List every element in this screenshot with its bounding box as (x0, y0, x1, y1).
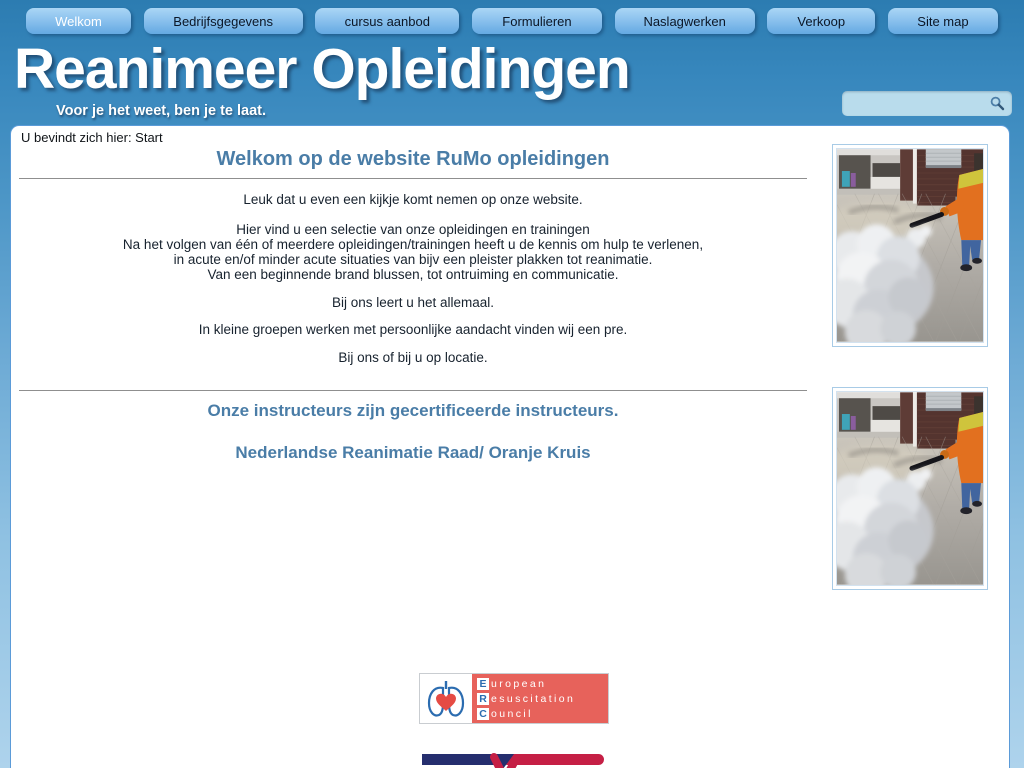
paragraph-line: Leuk dat u even een kijkje komt nemen op onze website. (243, 192, 583, 207)
paragraph-line: In kleine groepen werken met persoonlijke aandacht vinden wij een pre. (198, 322, 628, 337)
nav-tab-bedrijfsgegevens[interactable]: Bedrijfsgegevens (144, 8, 303, 34)
nrr-pulse-logo (422, 749, 604, 768)
page-title: Welkom op de website RuMo opleidingen (216, 148, 610, 170)
site-title: Reanimeer Opleidingen (14, 37, 630, 101)
certified-instructors-heading: Onze instructeurs zijn gecertificeerde instructeurs. (207, 401, 619, 420)
fire-extinguisher-training-scene (836, 391, 984, 586)
fire-extinguisher-training-photo-2 (832, 387, 988, 590)
paragraph-line: Bij ons leert u het allemaal. (331, 295, 495, 310)
location-paragraph (19, 350, 807, 365)
nav-tab-site-map[interactable]: Site map (888, 8, 998, 34)
paragraph-line: Hier vind u een selectie van onze opleidingen en trainingen (236, 222, 590, 237)
erc-word-rest: ouncil (491, 707, 533, 720)
search-input[interactable] (848, 91, 986, 116)
erc-logo (419, 673, 609, 724)
erc-logo-line (477, 677, 608, 690)
site-tagline: Voor je het weet, ben je te laat. (56, 103, 267, 119)
nav-tab-naslagwerken[interactable]: Naslagwerken (615, 8, 755, 34)
nav-tab-welkom[interactable]: Welkom (26, 8, 131, 34)
divider (19, 390, 807, 391)
erc-logo-line (477, 692, 608, 705)
groups-paragraph (19, 322, 807, 337)
erc-word-rest: esuscitation (491, 692, 576, 705)
fire-extinguisher-training-photo-1 (832, 144, 988, 347)
paragraph-line: in acute en/of minder acute situaties van bijv een pleister plakken tot reanimatie. (173, 252, 653, 267)
main-content (19, 126, 807, 463)
intro-paragraph (19, 192, 807, 207)
erc-logo-text (472, 674, 608, 723)
nrr-pulse-icon (422, 749, 604, 768)
erc-initial: R (477, 693, 489, 705)
content-panel (10, 125, 1010, 768)
paragraph-line: Van een beginnende brand blussen, tot ontruiming en communicatie. (207, 267, 619, 282)
magnifier-icon[interactable] (990, 96, 1005, 111)
erc-lungs-heart-icon (420, 674, 472, 723)
main-navigation (26, 8, 998, 34)
paragraph-line: Bij ons of bij u op locatie. (338, 350, 488, 365)
erc-word-rest: uropean (491, 677, 547, 690)
offer-paragraph (19, 222, 807, 282)
erc-logo-line (477, 707, 608, 720)
divider (19, 178, 807, 179)
nav-tab-cursus-aanbod[interactable]: cursus aanbod (315, 8, 459, 34)
erc-initial: C (477, 708, 489, 720)
nrr-oranje-kruis-heading: Nederlandse Reanimatie Raad/ Oranje Kruis (235, 443, 591, 462)
search-box (842, 91, 1012, 116)
breadcrumb: U bevindt zich hier: Start (21, 130, 163, 145)
fire-extinguisher-training-scene (836, 148, 984, 343)
paragraph-line: Na het volgen van één of meerdere opleidingen/trainingen heeft u de kennis om hulp te verlenen, (122, 237, 704, 252)
learn-paragraph (19, 295, 807, 310)
nav-tab-verkoop[interactable]: Verkoop (767, 8, 875, 34)
nav-tab-formulieren[interactable]: Formulieren (472, 8, 602, 34)
erc-initial: E (477, 678, 489, 690)
